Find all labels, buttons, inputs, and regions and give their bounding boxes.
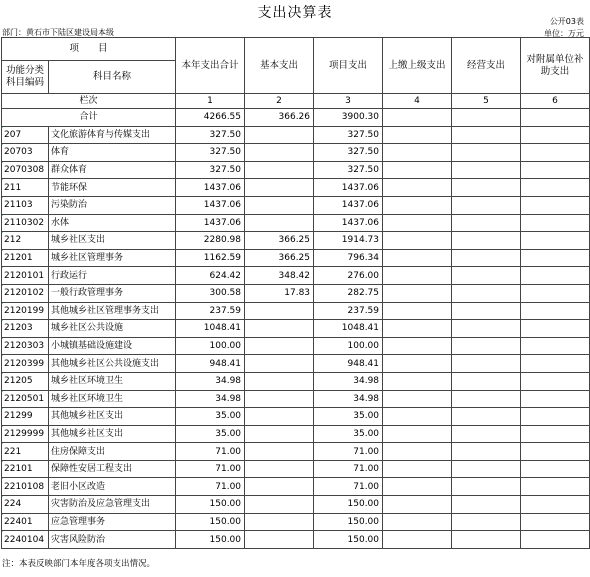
cell-total: 1437.06: [176, 196, 245, 214]
cell-total: 150.00: [176, 531, 245, 549]
cell-basic: [245, 408, 314, 426]
index-col: 5: [452, 94, 521, 109]
cell-operating: [452, 496, 521, 514]
cell-basic: [245, 179, 314, 197]
index-col: 6: [521, 94, 590, 109]
cell-total: 1048.41: [176, 320, 245, 338]
cell-total: 1437.06: [176, 214, 245, 232]
cell-total: 100.00: [176, 337, 245, 355]
form-code: 公开03表: [549, 17, 584, 26]
cell-subject-name: 一般行政管理事务: [49, 284, 176, 302]
table-body: [2, 38, 590, 549]
footnote: 注：本表反映部门本年度各项支出情况。: [2, 559, 156, 569]
cell-operating: [452, 478, 521, 496]
cell-func-code: 2120501: [2, 390, 49, 408]
cell-operating: [452, 513, 521, 531]
expenditure-table: [1, 37, 590, 549]
cell-basic: [245, 214, 314, 232]
cell-project: 1914.73: [314, 232, 383, 250]
table-row: [2, 355, 590, 373]
cell-operating: [452, 531, 521, 549]
cell-upper: [383, 232, 452, 250]
cell-total: 34.98: [176, 372, 245, 390]
cell-total: 237.59: [176, 302, 245, 320]
cell-subsidy: [521, 320, 590, 338]
total-row: [2, 109, 590, 127]
cell-subsidy: [521, 408, 590, 426]
cell-func-code: 211: [2, 179, 49, 197]
table-row: [2, 478, 590, 496]
cell-subsidy: [521, 267, 590, 285]
cell-func-code: 21203: [2, 320, 49, 338]
cell-operating: [452, 337, 521, 355]
cell-basic: [245, 443, 314, 461]
cell-basic: [245, 425, 314, 443]
cell-project: 796.34: [314, 249, 383, 267]
cell-total: 2280.98: [176, 232, 245, 250]
cell-func-code: 2129999: [2, 425, 49, 443]
cell-subsidy: [521, 425, 590, 443]
cell-project: 948.41: [314, 355, 383, 373]
cell-upper: [383, 302, 452, 320]
cell-subject-name: 城乡社区环境卫生: [49, 372, 176, 390]
table-row: [2, 320, 590, 338]
table-row: [2, 443, 590, 461]
cell-operating: [452, 320, 521, 338]
cell-subsidy: [521, 214, 590, 232]
cell-func-code: 2070308: [2, 161, 49, 179]
cell-project: 35.00: [314, 425, 383, 443]
cell-basic: 17.83: [245, 284, 314, 302]
cell-total: 948.41: [176, 355, 245, 373]
cell-total: 71.00: [176, 460, 245, 478]
cell-subject-name: 住房保障支出: [49, 443, 176, 461]
cell-basic: [245, 161, 314, 179]
cell-upper: [383, 478, 452, 496]
cell-subject-name: 应急管理事务: [49, 513, 176, 531]
cell-subsidy: [521, 302, 590, 320]
cell-subject-name: 城乡社区环境卫生: [49, 390, 176, 408]
cell-operating: [452, 267, 521, 285]
cell-subject-name: 老旧小区改造: [49, 478, 176, 496]
cell-subsidy: [521, 284, 590, 302]
cell-total: 150.00: [176, 513, 245, 531]
cell-operating: [452, 179, 521, 197]
cell-operating: [452, 408, 521, 426]
cell-func-code: 22401: [2, 513, 49, 531]
cell-project: 35.00: [314, 408, 383, 426]
cell-upper: [383, 372, 452, 390]
cell-subsidy: [521, 443, 590, 461]
cell-total: 1162.59: [176, 249, 245, 267]
cell-operating: [452, 443, 521, 461]
cell-project: 150.00: [314, 496, 383, 514]
cell-func-code: 2120102: [2, 284, 49, 302]
cell-operating: [452, 144, 521, 162]
cell-total: 71.00: [176, 443, 245, 461]
cell-basic: [245, 355, 314, 373]
cell-func-code: 2110302: [2, 214, 49, 232]
cell-basic: [245, 320, 314, 338]
cell-project: 150.00: [314, 513, 383, 531]
table-row: [2, 513, 590, 531]
cell-upper: [383, 267, 452, 285]
cell-project: 327.50: [314, 126, 383, 144]
cell-subsidy: [521, 496, 590, 514]
total-project: 3900.30: [314, 109, 383, 127]
cell-subject-name: 行政运行: [49, 267, 176, 285]
cell-basic: [245, 372, 314, 390]
table-row: [2, 425, 590, 443]
cell-project: 1048.41: [314, 320, 383, 338]
cell-func-code: 20703: [2, 144, 49, 162]
header-upper: 上缴上级支出: [383, 38, 452, 94]
cell-func-code: 2240104: [2, 531, 49, 549]
cell-upper: [383, 425, 452, 443]
table-row: [2, 232, 590, 250]
cell-subsidy: [521, 126, 590, 144]
cell-project: 237.59: [314, 302, 383, 320]
cell-subject-name: 水体: [49, 214, 176, 232]
cell-total: 300.58: [176, 284, 245, 302]
cell-total: 327.50: [176, 126, 245, 144]
cell-operating: [452, 425, 521, 443]
table-row: [2, 408, 590, 426]
cell-project: 1437.06: [314, 179, 383, 197]
cell-subsidy: [521, 531, 590, 549]
cell-subject-name: 其他城乡社区支出: [49, 408, 176, 426]
cell-subject-name: 文化旅游体育与传媒支出: [49, 126, 176, 144]
cell-subject-name: 城乡社区管理事务: [49, 249, 176, 267]
cell-subject-name: 城乡社区公共设施: [49, 320, 176, 338]
cell-project: 276.00: [314, 267, 383, 285]
cell-func-code: 21103: [2, 196, 49, 214]
cell-subject-name: 群众体育: [49, 161, 176, 179]
cell-operating: [452, 249, 521, 267]
cell-total: 71.00: [176, 478, 245, 496]
cell-upper: [383, 531, 452, 549]
cell-func-code: 2120101: [2, 267, 49, 285]
cell-subject-name: 灾害风险防治: [49, 531, 176, 549]
cell-subject-name: 体育: [49, 144, 176, 162]
total-upper: [383, 109, 452, 127]
cell-basic: [245, 390, 314, 408]
cell-upper: [383, 161, 452, 179]
cell-subsidy: [521, 355, 590, 373]
table-row: [2, 267, 590, 285]
cell-operating: [452, 390, 521, 408]
cell-subject-name: 灾害防治及应急管理支出: [49, 496, 176, 514]
cell-project: 1437.06: [314, 196, 383, 214]
cell-project: 150.00: [314, 531, 383, 549]
cell-basic: [245, 302, 314, 320]
cell-func-code: 212: [2, 232, 49, 250]
cell-operating: [452, 460, 521, 478]
cell-project: 34.98: [314, 390, 383, 408]
index-col: 2: [245, 94, 314, 109]
cell-basic: [245, 478, 314, 496]
cell-upper: [383, 513, 452, 531]
cell-subject-name: 小城镇基础设施建设: [49, 337, 176, 355]
cell-func-code: 207: [2, 126, 49, 144]
cell-basic: [245, 496, 314, 514]
cell-upper: [383, 144, 452, 162]
cell-upper: [383, 496, 452, 514]
cell-subject-name: 其他城乡社区公共设施支出: [49, 355, 176, 373]
cell-subsidy: [521, 249, 590, 267]
cell-upper: [383, 249, 452, 267]
cell-project: 282.75: [314, 284, 383, 302]
header-operating: 经营支出: [452, 38, 521, 94]
cell-subsidy: [521, 144, 590, 162]
cell-total: 34.98: [176, 390, 245, 408]
table-row: [2, 179, 590, 197]
table-row: [2, 372, 590, 390]
cell-subsidy: [521, 372, 590, 390]
cell-func-code: 224: [2, 496, 49, 514]
cell-upper: [383, 460, 452, 478]
cell-subsidy: [521, 513, 590, 531]
cell-subsidy: [521, 161, 590, 179]
cell-upper: [383, 320, 452, 338]
cell-total: 35.00: [176, 408, 245, 426]
header-total: 本年支出合计: [176, 38, 245, 94]
cell-basic: 366.25: [245, 249, 314, 267]
cell-subsidy: [521, 478, 590, 496]
table-row: [2, 214, 590, 232]
cell-upper: [383, 214, 452, 232]
cell-subsidy: [521, 460, 590, 478]
table-row: [2, 196, 590, 214]
cell-basic: 348.42: [245, 267, 314, 285]
cell-subsidy: [521, 179, 590, 197]
index-col: 4: [383, 94, 452, 109]
table-row: [2, 249, 590, 267]
header-func-code: 功能分类 科目编码: [2, 61, 49, 94]
cell-basic: [245, 126, 314, 144]
cell-func-code: 221: [2, 443, 49, 461]
cell-subject-name: 保障性安居工程支出: [49, 460, 176, 478]
total-subsidy: [521, 109, 590, 127]
cell-upper: [383, 126, 452, 144]
header-subject-name: 科目名称: [49, 61, 176, 94]
total-label: 合计: [2, 109, 176, 127]
header-basic: 基本支出: [245, 38, 314, 94]
cell-operating: [452, 372, 521, 390]
cell-total: 35.00: [176, 425, 245, 443]
cell-basic: [245, 196, 314, 214]
header-subsidy: 对附属单位补助支出: [521, 38, 590, 94]
cell-basic: [245, 144, 314, 162]
cell-operating: [452, 232, 521, 250]
table-row: [2, 126, 590, 144]
cell-upper: [383, 196, 452, 214]
cell-func-code: 2210108: [2, 478, 49, 496]
cell-upper: [383, 390, 452, 408]
table-row: [2, 144, 590, 162]
index-label: 栏次: [2, 94, 176, 109]
table-row: [2, 460, 590, 478]
table-row: [2, 390, 590, 408]
cell-project: 100.00: [314, 337, 383, 355]
table-row: [2, 302, 590, 320]
cell-func-code: 21201: [2, 249, 49, 267]
cell-project: 327.50: [314, 144, 383, 162]
header-project: 项目支出: [314, 38, 383, 94]
cell-operating: [452, 355, 521, 373]
cell-subject-name: 其他城乡社区支出: [49, 425, 176, 443]
cell-subsidy: [521, 390, 590, 408]
cell-subject-name: 污染防治: [49, 196, 176, 214]
cell-upper: [383, 284, 452, 302]
cell-operating: [452, 302, 521, 320]
header-row-1: [2, 38, 590, 61]
table-row: [2, 496, 590, 514]
department-label: 部门：黄石市下陆区建设局本级: [2, 28, 114, 37]
cell-upper: [383, 443, 452, 461]
cell-subject-name: 其他城乡社区管理事务支出: [49, 302, 176, 320]
total-operating: [452, 109, 521, 127]
cell-project: 1437.06: [314, 214, 383, 232]
cell-basic: [245, 460, 314, 478]
cell-project: 34.98: [314, 372, 383, 390]
table-row: [2, 161, 590, 179]
cell-upper: [383, 337, 452, 355]
total-basic: 366.26: [245, 109, 314, 127]
index-col: 1: [176, 94, 245, 109]
cell-operating: [452, 126, 521, 144]
cell-upper: [383, 355, 452, 373]
header-item: 项 目: [2, 38, 176, 61]
cell-operating: [452, 161, 521, 179]
cell-project: 71.00: [314, 443, 383, 461]
cell-total: 327.50: [176, 144, 245, 162]
table-row: [2, 337, 590, 355]
cell-basic: [245, 513, 314, 531]
cell-subsidy: [521, 196, 590, 214]
cell-subsidy: [521, 232, 590, 250]
cell-project: 71.00: [314, 478, 383, 496]
table-row: [2, 284, 590, 302]
cell-operating: [452, 214, 521, 232]
cell-total: 1437.06: [176, 179, 245, 197]
cell-upper: [383, 179, 452, 197]
cell-operating: [452, 284, 521, 302]
cell-func-code: 21205: [2, 372, 49, 390]
cell-project: 71.00: [314, 460, 383, 478]
cell-project: 327.50: [314, 161, 383, 179]
cell-func-code: 2120303: [2, 337, 49, 355]
cell-func-code: 2120199: [2, 302, 49, 320]
cell-upper: [383, 408, 452, 426]
cell-total: 327.50: [176, 161, 245, 179]
cell-func-code: 22101: [2, 460, 49, 478]
cell-func-code: 21299: [2, 408, 49, 426]
cell-subject-name: 城乡社区支出: [49, 232, 176, 250]
cell-basic: [245, 531, 314, 549]
cell-basic: 366.25: [245, 232, 314, 250]
cell-basic: [245, 337, 314, 355]
cell-subject-name: 节能环保: [49, 179, 176, 197]
cell-operating: [452, 196, 521, 214]
index-col: 3: [314, 94, 383, 109]
cell-subsidy: [521, 337, 590, 355]
unit-label: 单位：万元: [544, 29, 584, 38]
cell-func-code: 2120399: [2, 355, 49, 373]
index-row: [2, 94, 590, 109]
page-title: 支出决算表: [257, 5, 333, 21]
table-row: [2, 531, 590, 549]
total-sum: 4266.55: [176, 109, 245, 127]
cell-total: 624.42: [176, 267, 245, 285]
cell-total: 150.00: [176, 496, 245, 514]
